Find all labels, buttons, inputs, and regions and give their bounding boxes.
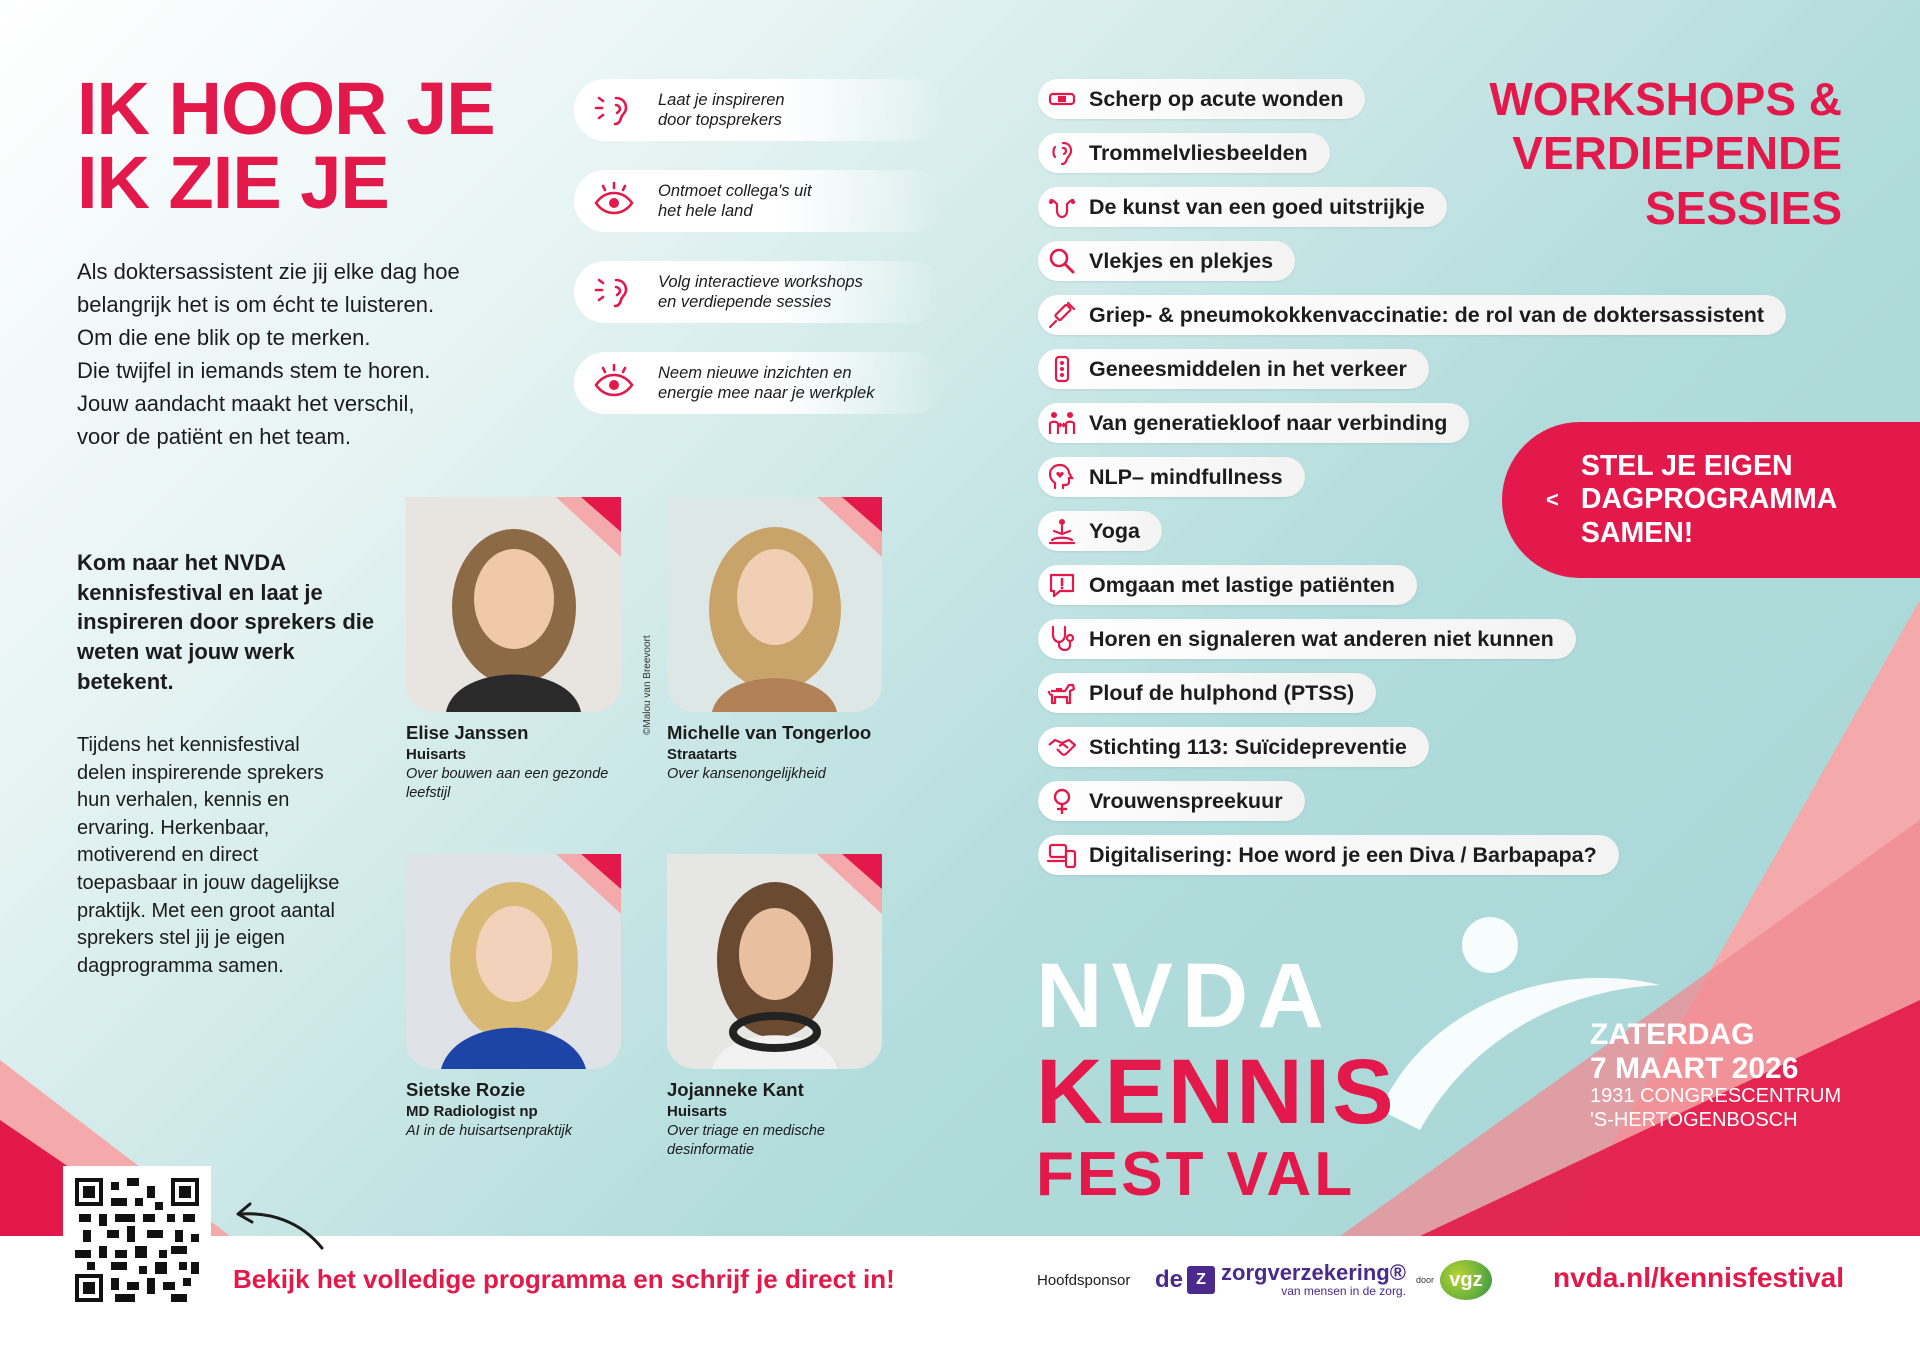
- description-text: Tijdens het kennisfestival delen inspirerende sprekers hun verhalen, kennis en ervaring. Herkenbaar, motiverend en direct toepasbaar in jouw dagelijkse praktijk. Met een groot aantal sprekers stel jij je eigen dagprogramma samen.: [77, 734, 340, 977]
- workshop-item[interactable]: [1038, 187, 1447, 227]
- qr-code[interactable]: [63, 1166, 211, 1314]
- workshop-label: Plouf de hulphond (PTSS): [1089, 680, 1355, 705]
- intro-line: Die twijfel in iemands stem te horen.: [77, 358, 431, 383]
- hero-headline: [77, 67, 495, 224]
- speaker-topic: Over bouwen aan een gezonde leefstijl: [406, 766, 609, 801]
- feature-line-1: Ontmoet collega's uit: [658, 181, 812, 200]
- workshop-item[interactable]: [1038, 133, 1330, 173]
- magnifier-icon: [1046, 245, 1078, 277]
- uterus-icon: [1046, 191, 1078, 223]
- workshops-title-line: WORKSHOPS &: [1489, 73, 1842, 125]
- festival-logo: [1036, 945, 1396, 1209]
- workshop-label: Vlekjes en plekjes: [1089, 248, 1274, 273]
- workshop-item[interactable]: [1038, 673, 1376, 713]
- stethoscope-icon: [1046, 623, 1078, 655]
- workshop-label: De kunst van een goed uitstrijkje: [1089, 194, 1425, 219]
- event-date: 7 MAART 2026: [1590, 1051, 1799, 1085]
- portrait-placeholder: [406, 497, 621, 712]
- feature-pill: [574, 170, 944, 232]
- workshop-item[interactable]: [1038, 79, 1365, 119]
- logo-line-3: FEST VAL: [1036, 1140, 1356, 1209]
- workshop-item[interactable]: [1038, 241, 1295, 281]
- sponsor-tagline: van mensen in de zorg.: [1281, 1284, 1406, 1298]
- speaker-topic: AI in de huisartsenpraktijk: [406, 1123, 573, 1139]
- register-link[interactable]: Bekijk het volledige programma en schrijf je direct in!: [233, 1264, 895, 1294]
- vgz-logo: vgz: [1440, 1260, 1492, 1300]
- pointing-arrow-icon: [230, 1196, 330, 1256]
- hero-line-1: IK HOOR JE: [77, 67, 495, 150]
- speaker-card: [667, 854, 897, 1160]
- workshop-item[interactable]: [1038, 457, 1305, 497]
- speaker-photo: [406, 497, 621, 712]
- speaker-photo: [667, 497, 882, 712]
- feature-line-2: door topsprekers: [658, 111, 782, 129]
- eye-icon: [590, 359, 638, 407]
- ear-icon: [590, 268, 638, 316]
- workshop-label: Trommelvliesbeelden: [1089, 140, 1308, 165]
- speaker-topic: Over kansenongelijkheid: [667, 766, 826, 782]
- portrait-placeholder: [406, 854, 621, 1069]
- workshop-label: Geneesmiddelen in het verkeer: [1089, 356, 1407, 381]
- event-city: 'S-HERTOGENBOSCH: [1590, 1108, 1798, 1131]
- feature-line-1: Neem nieuwe inzichten en: [658, 363, 852, 382]
- workshop-item[interactable]: [1038, 619, 1576, 659]
- workshops-title: [1489, 72, 1842, 235]
- cta-line: SAMEN!: [1580, 516, 1694, 549]
- intro-line: belangrijk het is om écht te luisteren.: [77, 292, 435, 317]
- portrait-placeholder: [667, 497, 882, 712]
- cta-line: DAGPROGRAMMA: [1580, 483, 1838, 516]
- workshop-item[interactable]: [1038, 349, 1429, 389]
- syringe-icon: [1046, 299, 1078, 331]
- hero-line-2: IK ZIE JE: [77, 141, 389, 224]
- workshop-label: NLP– mindfullness: [1089, 464, 1283, 489]
- ear-icon: [590, 86, 638, 134]
- event-venue: 1931 CONGRESCENTRUM: [1590, 1085, 1842, 1108]
- logo-dot: [1462, 917, 1518, 973]
- logo-line-2: KENNIS: [1036, 1041, 1396, 1143]
- sponsor-logo[interactable]: [1155, 1260, 1492, 1300]
- bandage-icon: [1046, 83, 1078, 115]
- workshop-label: Van generatiekloof naar verbinding: [1089, 410, 1448, 435]
- speaker-card: [667, 497, 897, 784]
- intro-text: [77, 255, 517, 453]
- custom-program-cta[interactable]: [1502, 422, 1920, 578]
- website-link[interactable]: nvda.nl/kennisfestival: [1553, 1262, 1844, 1293]
- workshop-item[interactable]: [1038, 295, 1786, 335]
- logo-line-1: NVDA: [1036, 945, 1333, 1047]
- speaker-card: [406, 497, 636, 803]
- cta-line: STEL JE EIGEN: [1580, 449, 1793, 482]
- yoga-icon: [1046, 515, 1078, 547]
- event-details: [1590, 1018, 1841, 1132]
- feature-line-1: Laat je inspireren: [658, 90, 785, 109]
- portrait-placeholder: [667, 854, 882, 1069]
- intro-line: Jouw aandacht maakt het verschil,: [77, 391, 415, 416]
- feature-line-2: en verdiepende sessies: [658, 293, 832, 311]
- sponsor-name: zorgverzekering®: [1221, 1260, 1406, 1285]
- intro-line: Als doktersassistent zie jij elke dag hoe: [77, 259, 460, 284]
- feature-pill: [574, 79, 944, 141]
- workshop-label: Stichting 113: Suïcidepreventie: [1089, 734, 1407, 759]
- sponsor-z-icon: Z: [1187, 1266, 1215, 1294]
- photo-credit: ©Malou van Breevoort: [642, 635, 653, 735]
- speaker-name: Elise Janssen: [406, 722, 529, 743]
- speaker-role: Huisarts: [406, 746, 467, 763]
- speaker-role: MD Radiologist np: [406, 1103, 538, 1120]
- workshop-label: Scherp op acute wonden: [1089, 86, 1344, 111]
- workshops-title-line: SESSIES: [1645, 181, 1842, 234]
- head-heart-icon: [1046, 461, 1078, 493]
- feature-line-2: energie mee naar je werkplek: [658, 384, 875, 402]
- speaker-card: [406, 854, 636, 1141]
- workshop-label: Omgaan met lastige patiënten: [1089, 572, 1395, 597]
- invite-text: Kom naar het NVDA kennisfestival en laat je inspireren door sprekers die weten wat jouw werk betekent.: [77, 550, 375, 694]
- traffic-light-icon: [1046, 353, 1078, 385]
- workshop-label: Horen en signaleren wat anderen niet kunnen: [1089, 626, 1554, 651]
- speaker-role: Huisarts: [667, 1103, 728, 1120]
- speaker-role: Straatarts: [667, 746, 738, 763]
- workshop-item[interactable]: [1038, 511, 1162, 551]
- sponsor-de: de: [1155, 1266, 1184, 1293]
- workshop-item[interactable]: [1038, 565, 1417, 605]
- feature-pill: [574, 352, 944, 414]
- qr-code-pattern: [75, 1178, 199, 1302]
- speaker-photo: [406, 854, 621, 1069]
- speaker-topic: Over triage en medische desinformatie: [667, 1123, 825, 1158]
- workshops-title-line: VERDIEPENDE: [1512, 127, 1842, 180]
- eye-icon: [590, 177, 638, 225]
- sponsor-label: Hoofdsponsor: [1037, 1272, 1131, 1289]
- speaker-name: Michelle van Tongerloo: [667, 722, 872, 743]
- workshop-item[interactable]: [1038, 403, 1469, 443]
- feature-pill: [574, 261, 944, 323]
- speaker-name: Jojanneke Kant: [667, 1079, 804, 1100]
- dog-icon: [1046, 677, 1078, 709]
- ear-icon: [1046, 137, 1078, 169]
- intro-line: voor de patiënt en het team.: [77, 424, 351, 449]
- workshop-label: Yoga: [1089, 518, 1140, 543]
- event-day: ZATERDAG: [1590, 1018, 1755, 1051]
- female-icon: [1046, 785, 1078, 817]
- devices-icon: [1046, 839, 1078, 871]
- workshop-label: Griep- & pneumokokkenvaccinatie: de rol van de doktersassistent: [1089, 302, 1765, 327]
- feature-line-2: het hele land: [658, 202, 753, 220]
- workshop-label: Vrouwenspreekuur: [1089, 788, 1283, 813]
- speaker-name: Sietske Rozie: [406, 1079, 526, 1100]
- speaker-photo: [667, 854, 882, 1069]
- workshop-label: Digitalisering: Hoe word je een Diva / Barbapapa?: [1089, 842, 1597, 867]
- intro-line: Om die ene blik op te merken.: [77, 325, 371, 350]
- sponsor-door: door: [1415, 1275, 1434, 1285]
- workshop-item[interactable]: [1038, 781, 1305, 821]
- handshake-icon: [1046, 731, 1078, 763]
- cta-arrow: <: [1546, 487, 1559, 512]
- workshop-item[interactable]: [1038, 727, 1429, 767]
- people-icon: [1046, 407, 1078, 439]
- workshop-item[interactable]: [1038, 835, 1619, 875]
- alert-bubble-icon: [1046, 569, 1078, 601]
- feature-line-1: Volg interactieve workshops: [658, 272, 863, 291]
